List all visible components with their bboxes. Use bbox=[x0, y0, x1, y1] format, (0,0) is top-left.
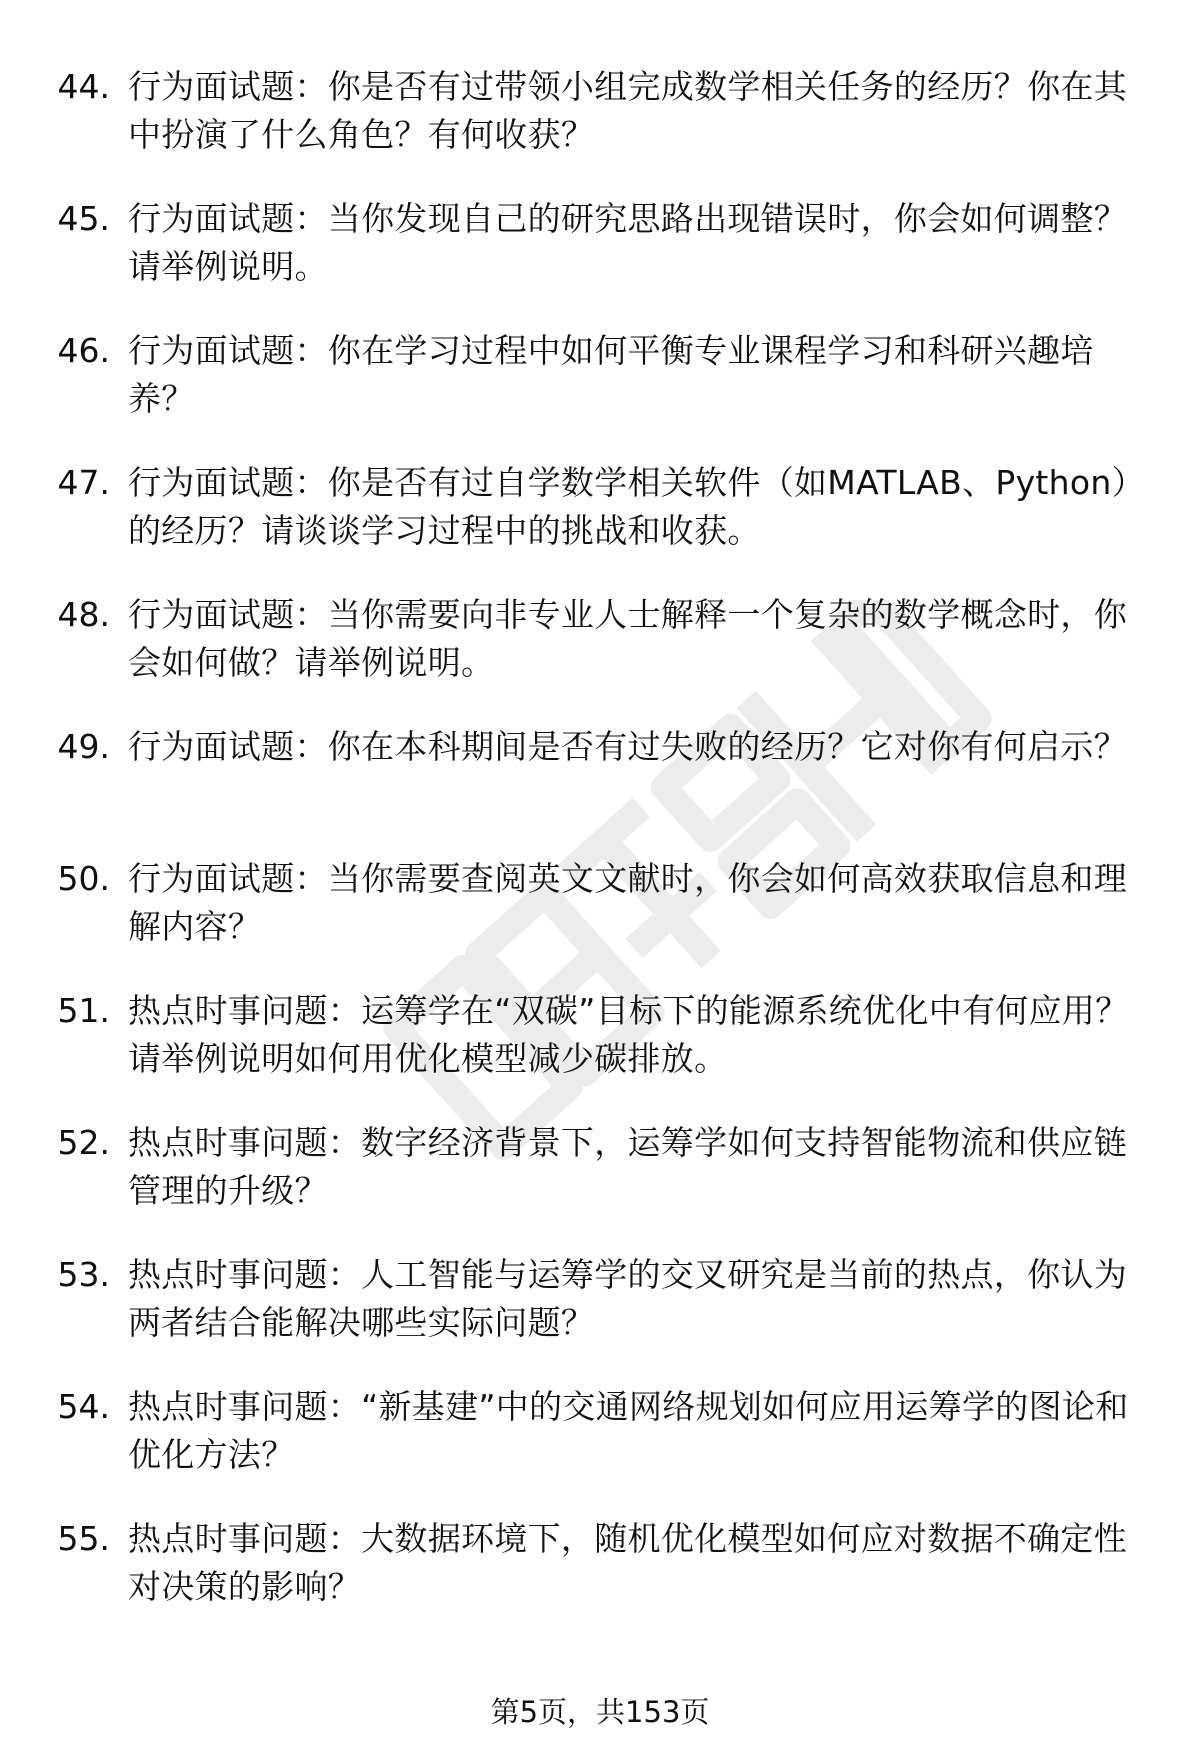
question-number: 49. bbox=[57, 727, 110, 766]
question-number: 46. bbox=[57, 331, 110, 370]
question-item bbox=[0, 1515, 1200, 1647]
question-text: 行为面试题：你是否有过自学数学相关软件（如MATLAB、Python）的经历？请谈谈学习过程中的挑战和收获。 bbox=[128, 463, 1129, 550]
question-item bbox=[0, 723, 1200, 855]
question-item bbox=[0, 1119, 1200, 1251]
question-item bbox=[0, 1251, 1200, 1383]
question-text: 行为面试题：当你需要向非专业人士解释一个复杂的数学概念时，你会如何做？请举例说明。 bbox=[128, 595, 1127, 682]
page-footer: 第5页，共153页 bbox=[490, 1695, 710, 1729]
question-text: 热点时事问题：“新基建”中的交通网络规划如何应用运筹学的图论和优化方法？ bbox=[128, 1387, 1129, 1474]
question-number: 54. bbox=[57, 1387, 110, 1426]
question-number: 51. bbox=[57, 991, 110, 1030]
question-text: 热点时事问题：运筹学在“双碳”目标下的能源系统优化中有何应用？请举例说明如何用优化模型减少碳排放。 bbox=[128, 991, 1129, 1078]
question-text: 行为面试题：你在学习过程中如何平衡专业课程学习和科研兴趣培养？ bbox=[128, 331, 1094, 418]
question-number: 52. bbox=[57, 1123, 110, 1162]
question-text: 行为面试题：你是否有过带领小组完成数学相关任务的经历？你在其中扮演了什么角色？有何收获？ bbox=[128, 67, 1127, 154]
question-number: 47. bbox=[57, 463, 110, 502]
question-item bbox=[0, 195, 1200, 327]
question-text: 行为面试题：你在本科期间是否有过失败的经历？它对你有何启示？ bbox=[128, 727, 1127, 766]
question-text: 热点时事问题：数字经济背景下，运筹学如何支持智能物流和供应链管理的升级？ bbox=[128, 1123, 1127, 1210]
question-text: 行为面试题：当你需要查阅英文文献时，你会如何高效获取信息和理解内容？ bbox=[128, 859, 1127, 946]
question-item bbox=[0, 987, 1200, 1119]
question-list bbox=[0, 63, 1200, 1647]
question-number: 45. bbox=[57, 199, 110, 238]
question-item bbox=[0, 855, 1200, 987]
question-item bbox=[0, 459, 1200, 591]
question-text: 热点时事问题：大数据环境下，随机优化模型如何应对数据不确定性对决策的影响？ bbox=[128, 1519, 1127, 1606]
question-number: 44. bbox=[57, 67, 110, 106]
question-number: 53. bbox=[57, 1255, 110, 1294]
question-item bbox=[0, 1383, 1200, 1515]
question-text: 热点时事问题：人工智能与运筹学的交叉研究是当前的热点，你认为两者结合能解决哪些实际问题？ bbox=[128, 1255, 1127, 1342]
question-item bbox=[0, 591, 1200, 723]
question-number: 48. bbox=[57, 595, 110, 634]
question-item bbox=[0, 63, 1200, 195]
question-item bbox=[0, 327, 1200, 459]
question-text: 行为面试题：当你发现自己的研究思路出现错误时，你会如何调整？请举例说明。 bbox=[128, 199, 1127, 286]
question-number: 55. bbox=[57, 1519, 110, 1558]
question-number: 50. bbox=[57, 859, 110, 898]
